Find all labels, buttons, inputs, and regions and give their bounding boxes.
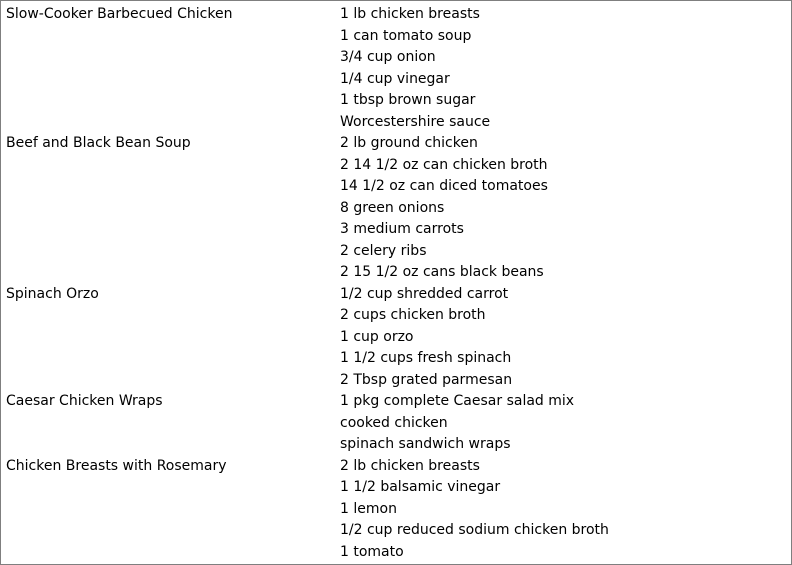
ingredient: 1 tbsp brown sugar [340,92,476,108]
ingredient: 2 celery ribs [340,242,427,259]
table-row [1,413,791,435]
table-row [1,305,791,327]
table-row [1,47,791,69]
ingredient: 1 tomato [340,543,404,560]
ingredient: 1 lemon [340,500,397,517]
table-row [1,327,791,349]
ingredient: 1 lb chicken breasts [340,6,480,22]
table-row [1,391,791,413]
table-row [1,477,791,499]
table-row [1,456,791,478]
recipe-name: Spinach Orzo [6,285,99,302]
ingredient: 3 medium carrots [340,221,464,237]
ingredient: 1 1/2 cups fresh spinach [340,350,512,366]
recipe-name: Beef and Black Bean Soup [6,135,191,151]
table-row [1,542,791,564]
ingredient: cooked chicken [340,414,448,431]
table-row [1,176,791,198]
table-row [1,155,791,177]
table-row [1,4,791,26]
table-row [1,219,791,241]
table-row [1,133,791,155]
table-row [1,241,791,263]
table-row [1,520,791,542]
ingredient: 2 15 1/2 oz cans black beans [340,264,544,280]
ingredient: 1 1/2 balsamic vinegar [340,479,501,495]
ingredient: 2 14 1/2 oz can chicken broth [340,156,548,173]
ingredient: 3/4 cup onion [340,49,436,65]
ingredient: 1/4 cup vinegar [340,70,450,87]
ingredient: 1/2 cup shredded carrot [340,285,509,302]
ingredient: 1 pkg complete Caesar salad mix [340,393,575,409]
recipe-name: Slow-Cooker Barbecued Chicken [6,6,233,22]
table-row [1,370,791,392]
table-row [1,90,791,112]
ingredient: 1 can tomato soup [340,27,472,44]
ingredient: 2 lb ground chicken [340,135,478,151]
table-row [1,434,791,456]
recipe-name: Chicken Breasts with Rosemary [6,457,227,474]
table-row [1,499,791,521]
table-row [1,69,791,91]
ingredient: 2 Tbsp grated parmesan [340,371,513,388]
ingredient: 2 cups chicken broth [340,307,486,323]
recipe-name: Caesar Chicken Wraps [6,393,163,409]
table-row [1,198,791,220]
ingredient: 8 green onions [340,199,445,216]
table-row [1,348,791,370]
ingredient: 14 1/2 oz can diced tomatoes [340,178,548,194]
ingredient: 2 lb chicken breasts [340,457,480,474]
table-row [1,262,791,284]
table-row [1,284,791,306]
ingredient: 1/2 cup reduced sodium chicken broth [340,522,609,538]
table-row [1,26,791,48]
ingredient: Worcestershire sauce [340,113,491,130]
ingredient: spinach sandwich wraps [340,436,511,452]
table-row [1,112,791,134]
ingredient: 1 cup orzo [340,328,414,345]
